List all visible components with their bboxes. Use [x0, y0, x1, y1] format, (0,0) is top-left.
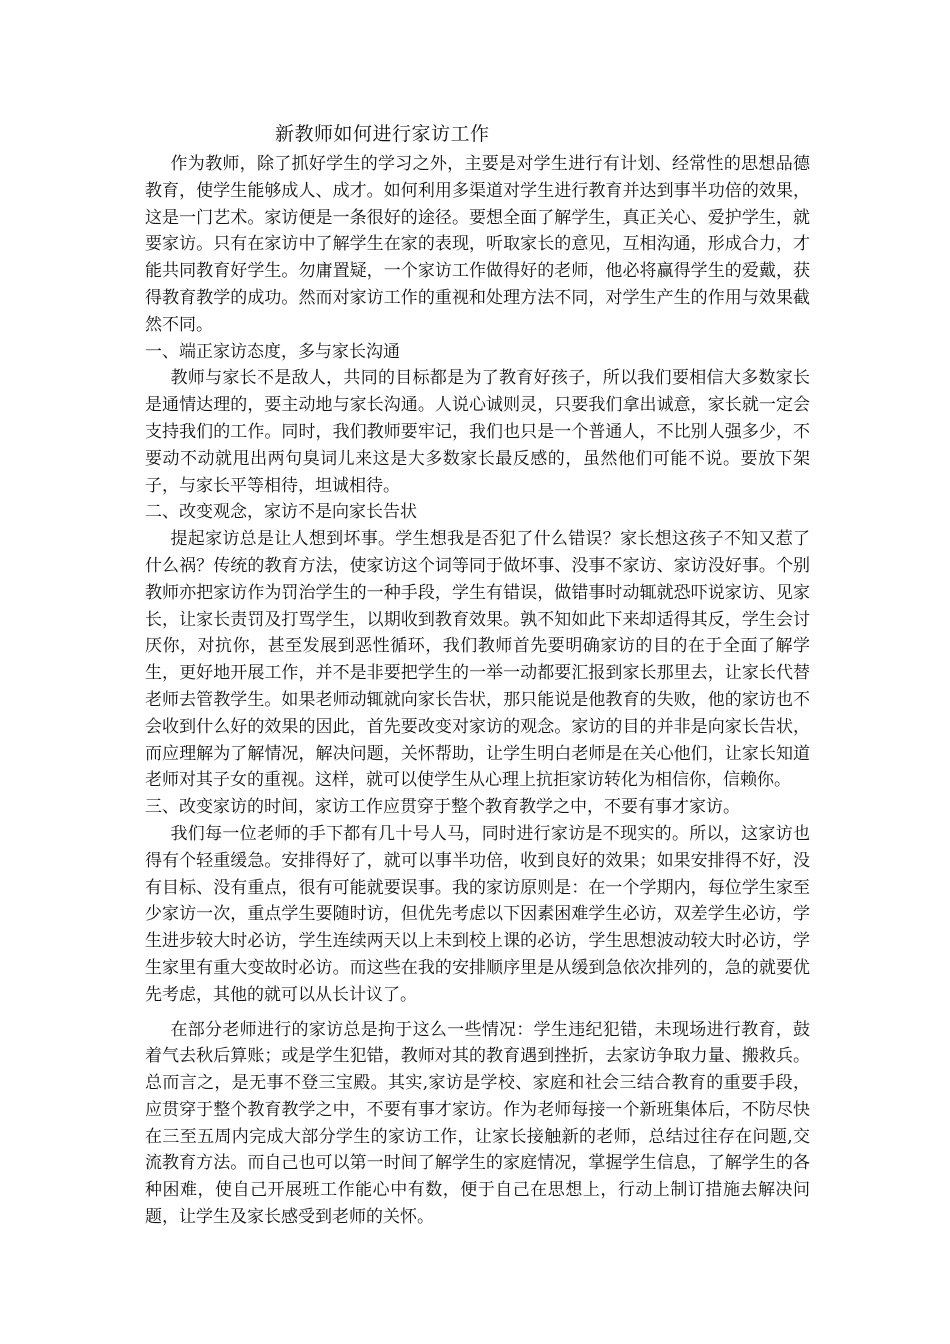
- section-3-paragraph-1: 我们每一位老师的手下都有几十号人马，同时进行家访是不现实的。所以，这家访也得有个轻重缓急。安排得好了，就可以事半功倍，收到良好的效果；如果安排得不好，没有目标、没有重点，很有可能就要误事。我的家访原则是：在一个学期内，每位学生家至少家访一次，重点学生要随时访，但优先考虑以下因素困难学生必访，双差学生必访，学生进步较大时必访，学生连续两天以上未到校上课的必访，学生思想波动较大时必访，学生家里有重大变故时必访。而这些在我的安排顺序里是从缓到急依次排列的，急的就要优先考虑，其他的就可以从长计议了。: [145, 823, 810, 1005]
- section-2-paragraph: 提起家访总是让人想到坏事。学生想我是否犯了什么错误？家长想这孩子不知又惹了什么祸？传统的教育方法，使家访这个词等同于做坏事、没事不家访、家访没好事。个别教师亦把家访作为罚治学生的一种手段，学生有错误，做错事时动辄就恐吓说家访、见家长，让家长责罚及打骂学生，以期收到教育效果。孰不知如此下来却适得其反，学生会讨厌你，对抗你，甚至发展到恶性循环，我们教师首先要明确家访的目的在于全面了解学生，更好地开展工作，并不是非要把学生的一举一动都要汇报到家长那里去，让家长代替老师去管教学生。如果老师动辄就向家长告状，那只能说是他教育的失败，他的家访也不会收到什么好的效果的因此，首先要改变对家访的观念。家访的目的并非是向家长告状，而应理解为了解情况，解决问题，关怀帮助，让学生明白老师是在关心他们，让家长知道老师对其子女的重视。这样，就可以使学生从心理上抗拒家访转化为相信你，信赖你。: [145, 529, 810, 791]
- section-3-heading: 三、改变家访的时间，家访工作应贯穿于整个教育教学之中，不要有事才家访。: [145, 797, 740, 818]
- intro-paragraph: 作为教师，除了抓好学生的学习之外，主要是对学生进行有计划、经常性的思想品德教育，使学生能够成人、成才。如何利用多渠道对学生进行教育并达到事半功倍的效果，这是一门艺术。家访便是一条很好的途径。要想全面了解学生，真正关心、爱护学生，就要家访。只有在家访中了解学生在家的表现，听取家长的意见，互相沟通，形成合力，才能共同教育好学生。勿庸置疑，一个家访工作做得好的老师，他必将赢得学生的爱戴，获得教育教学的成功。然而对家访工作的重视和处理方法不同，对学生产生的作用与效果截然不同。: [145, 154, 810, 335]
- document-title: 新教师如何进行家访工作: [275, 123, 490, 145]
- section-3-paragraph-2: 在部分老师进行的家访总是拘于这么一些情况：学生违纪犯错，未现场进行教育，鼓着气去秋后算账；或是学生犯错，教师对其的教育遇到挫折，去家访争取力量、搬救兵。总而言之，是无事不登三宝殿。其实,家访是学校、家庭和社会三结合教育的重要手段，应贯穿于整个教育教学之中，不要有事才家访。作为老师每接一个新班集体后，不防尽快在三至五周内完成大部分学生的家访工作，让家长接触新的老师，总结过往存在问题,交流教育方法。而自己也可以第一时间了解学生的家庭情况，掌握学生信息，了解学生的各种困难，使自己开展班工作能心中有数，便于自己在思想上，行动上制订措施去解决问题，让学生及家长感受到老师的关怀。: [145, 1019, 810, 1228]
- section-1-heading: 一、端正家访态度，多与家长沟通: [145, 341, 400, 362]
- section-2-heading: 二、改变观念，家访不是向家长告状: [145, 502, 417, 523]
- document-page: [145, 120, 810, 1231]
- section-1-paragraph: 教师与家长不是敌人，共同的目标都是为了教育好孩子，所以我们要相信大多数家长是通情达理的，要主动地与家长沟通。人说心诚则灵，只要我们拿出诚意，家长就一定会支持我们的工作。同时，我们教师要牢记，我们也只是一个普通人，不比别人强多少，不要动不动就甩出两句臭词儿来这是大多数家长最反感的，虽然他们可能不说。要放下架子，与家长平等相待，坦诚相待。: [145, 368, 810, 496]
